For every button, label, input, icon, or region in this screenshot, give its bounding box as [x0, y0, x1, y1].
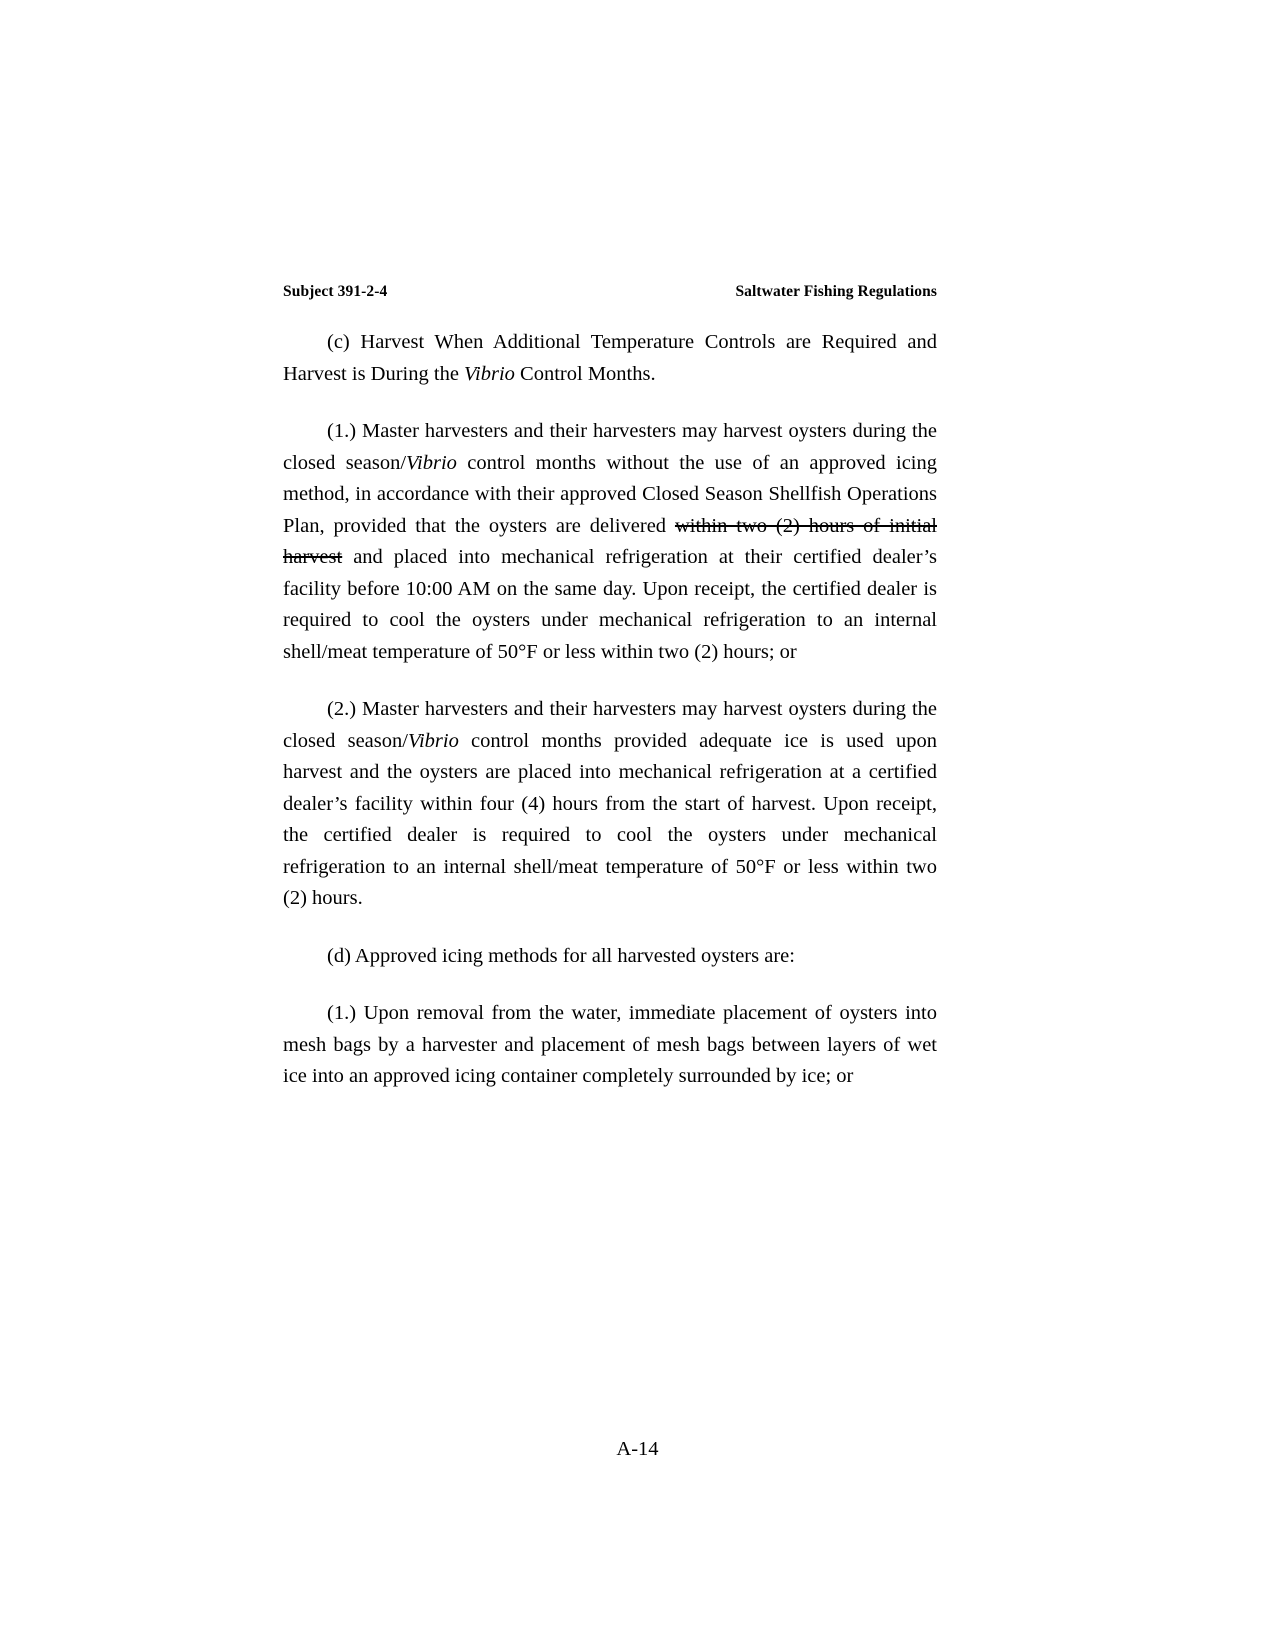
paragraph-c-1 — [283, 416, 937, 668]
paragraph-c-italic-term: Vibrio — [464, 362, 515, 385]
paragraph-c-lead: (c) Harvest When Additional Temperature Controls are Required and Harvest is During the — [283, 331, 937, 385]
paragraph-c-1-italic-term: Vibrio — [406, 451, 457, 474]
page-number: A-14 — [616, 1438, 659, 1460]
paragraph-d-1: (1.) Upon removal from the water, immediate placement of oysters into mesh bags by a harvester and placement of mesh bags between layers of wet ice into an approved icing container completely surrounded by ice; or — [283, 1002, 937, 1087]
paragraph-c-2-part2: control months provided adequate ice is used upon harvest and the oysters are placed into mechanical refrigeration at a certified dealer’s facility within four (4) hours from the start of harvest. Upon receipt, the certified dealer is required to cool the oysters under mechanical refrigeration to an internal shell/meat temperature of 50°F or less within two (2) hours. — [283, 729, 937, 909]
paragraph-c-tail: Control Months. — [514, 362, 656, 385]
paragraph-c-1-part2: control months without the use of an approved icing method, in accordance with their approved Closed Season Shellfish Operations Plan, provided that the oysters are delivered — [283, 451, 937, 537]
paragraph-c-2-italic-term: Vibrio — [407, 729, 459, 752]
paragraph-c-1-struck-text: within two (2) hours of initial harvest — [283, 514, 937, 568]
paragraph-c-2-part1: (2.) Master harvesters and their harvesters may harvest oysters during the closed season/ — [283, 698, 937, 752]
page-content — [283, 283, 937, 1093]
page-footer — [0, 1438, 1275, 1461]
running-head-title: Saltwater Fishing Regulations — [735, 283, 937, 300]
paragraph-c-2 — [283, 694, 937, 915]
running-head — [283, 283, 937, 301]
paragraph-c-1-part3: and placed into mechanical refrigeration at their certified dealer’s facility before 10:00 AM on the same day. Upon receipt, the certified dealer is required to cool the oysters under mechanical refrigeration to an internal shell/meat temperature of 50°F or less within two (2) hours; or — [283, 546, 937, 663]
paragraph-d-heading: (d) Approved icing methods for all harvested oysters are: — [327, 944, 795, 967]
paragraph-c-1-part1: (1.) Master harvesters and their harvesters may harvest oysters during the closed season/ — [283, 420, 937, 474]
running-head-subject: Subject 391-2-4 — [283, 283, 388, 300]
paragraph-c-heading — [283, 327, 937, 390]
